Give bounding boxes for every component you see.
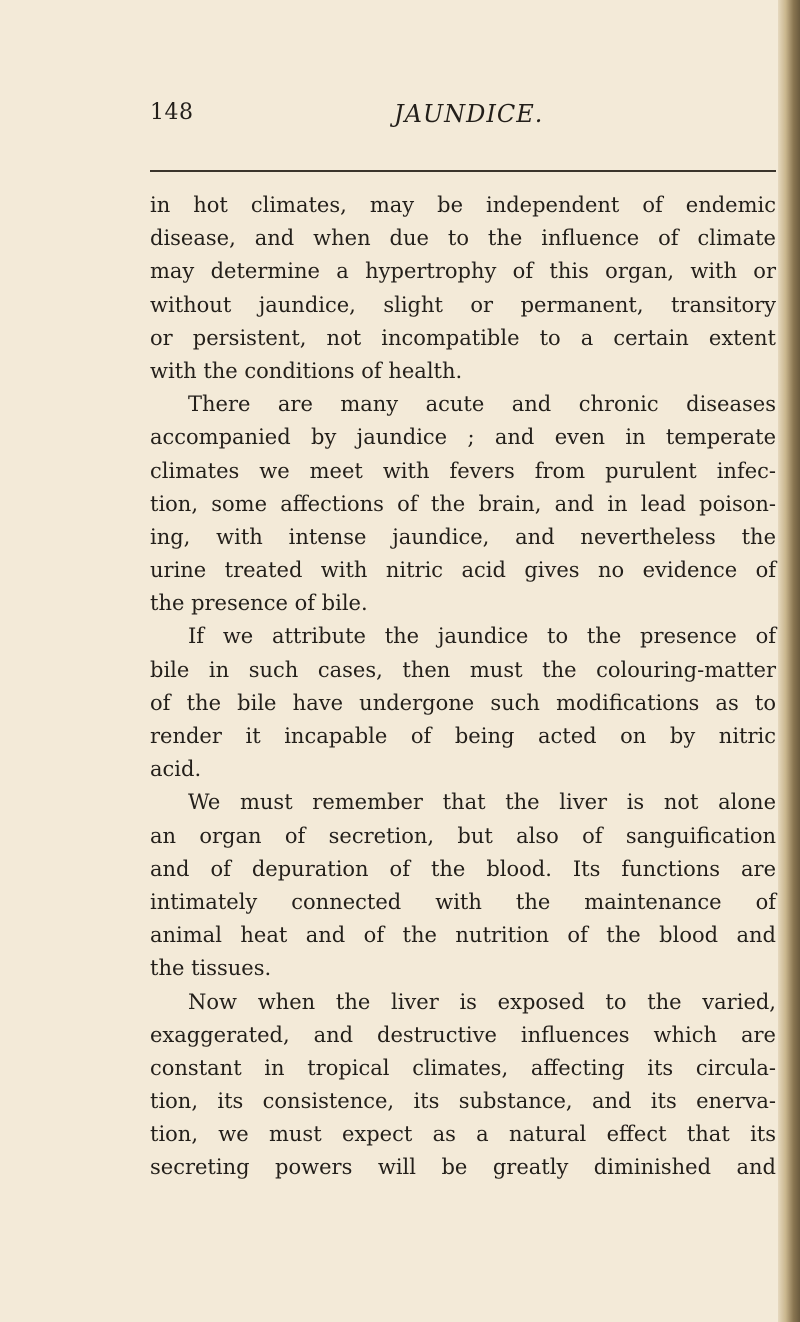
text-line: render it incapable of being acted on by nitric	[150, 724, 776, 748]
text-line: secreting powers will be greatly diminished and	[150, 1155, 776, 1180]
text-line: There are many acute and chronic diseases	[188, 392, 776, 417]
text-line: the tissues.	[150, 956, 272, 981]
text-line: acid.	[150, 757, 202, 782]
text-line: tion, some affections of the brain, and in lead poison-	[150, 491, 776, 516]
text-line: animal heat and of the nutrition of the blood and	[150, 923, 776, 948]
running-title: JAUNDICE.	[394, 100, 544, 128]
page-number: 148	[150, 100, 194, 125]
text-line: in hot climates, may be independent of endemic	[150, 193, 776, 217]
page-edge	[778, 0, 800, 1322]
text-line: an organ of secretion, but also of sanguification	[150, 823, 776, 848]
text-line: Now when the liver is exposed to the varied,	[188, 989, 776, 1014]
text-line: intimately connected with the maintenance of	[150, 889, 776, 914]
text-line: If we attribute the jaundice to the presence of	[188, 624, 776, 649]
text-line: the presence of bile.	[150, 591, 368, 616]
header-rule	[150, 170, 776, 172]
text-line: or persistent, not incompatible to a certain extent	[150, 325, 776, 350]
text-line: accompanied by jaundice ; and even in temperate	[150, 425, 776, 450]
text-line: tion, its consistence, its substance, and its enerva-	[150, 1089, 776, 1114]
text-line: and of depuration of the blood. Its functions are	[150, 856, 776, 881]
body-text	[150, 189, 776, 1185]
text-line: disease, and when due to the influence of climate	[150, 226, 776, 251]
text-line: urine treated with nitric acid gives no evidence of	[150, 558, 776, 583]
text-line: bile in such cases, then must the colouring-matter	[150, 657, 776, 682]
text-line: without jaundice, slight or permanent, transitory	[150, 292, 776, 317]
text-line: ing, with intense jaundice, and nevertheless the	[150, 524, 776, 549]
text-line: with the conditions of health.	[150, 358, 463, 383]
page-header	[150, 100, 780, 140]
text-line: climates we meet with fevers from purulent infec-	[150, 458, 776, 483]
text-line: tion, we must expect as a natural effect that its	[150, 1122, 776, 1147]
text-line: may determine a hypertrophy of this organ, with or	[150, 259, 776, 284]
text-line: of the bile have undergone such modifications as to	[150, 690, 776, 715]
text-line: We must remember that the liver is not alone	[188, 790, 776, 815]
text-line: exaggerated, and destructive influences which are	[150, 1022, 776, 1047]
text-line: constant in tropical climates, affecting its circula-	[150, 1055, 776, 1080]
